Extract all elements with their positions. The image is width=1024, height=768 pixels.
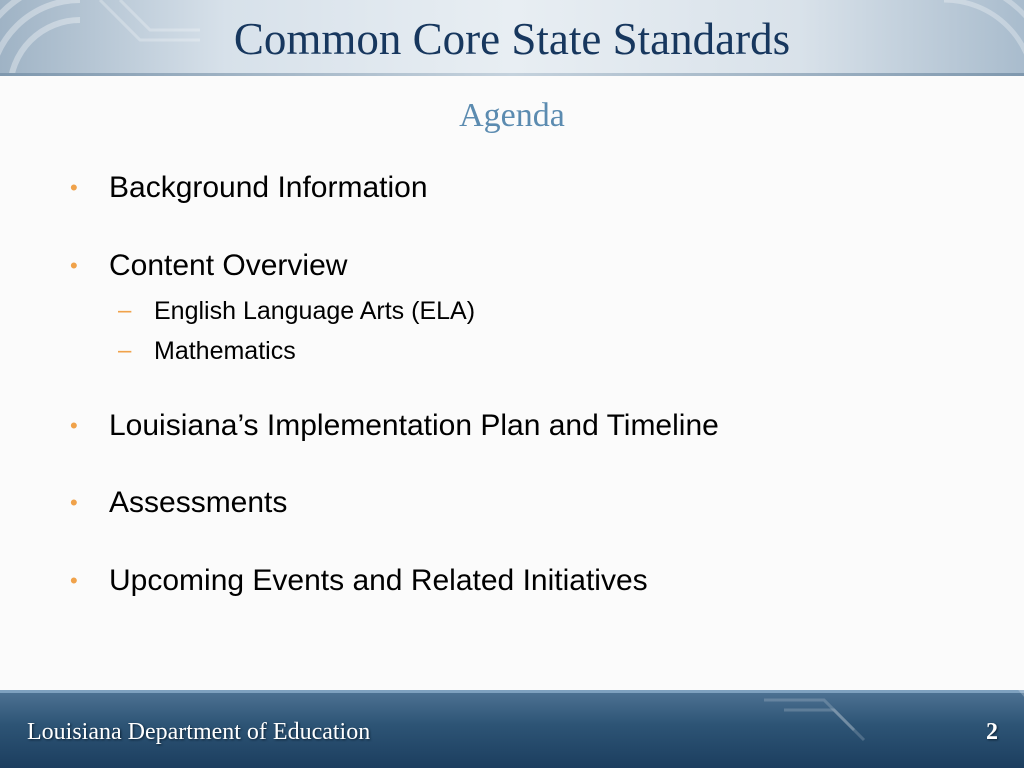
- agenda-item-label: Content Overview: [109, 249, 348, 282]
- slide-subtitle: Agenda: [459, 97, 565, 134]
- dash-icon: –: [118, 297, 132, 324]
- footer-organization: Louisiana Department of Education: [27, 719, 371, 745]
- page-number: 2: [986, 719, 998, 745]
- bullet-icon: •: [70, 568, 78, 593]
- bullet-icon: •: [70, 175, 78, 200]
- circuit-decoration-footer: [764, 690, 1024, 768]
- agenda-subitem-label: English Language Arts (ELA): [154, 297, 476, 325]
- bullet-icon: •: [70, 413, 78, 438]
- agenda-item-label: Assessments: [109, 486, 288, 519]
- agenda-item-label: Upcoming Events and Related Initiatives: [109, 564, 648, 597]
- agenda-subitem-label: Mathematics: [154, 337, 296, 365]
- slide-title: Common Core State Standards: [233, 14, 791, 64]
- footer-band: [0, 690, 1024, 768]
- bullet-icon: •: [70, 490, 78, 515]
- agenda-item-label: Background Information: [109, 171, 428, 204]
- dash-icon: –: [118, 337, 132, 364]
- agenda-item-label: Louisiana’s Implementation Plan and Timeline: [109, 409, 719, 442]
- bullet-icon: •: [70, 253, 78, 278]
